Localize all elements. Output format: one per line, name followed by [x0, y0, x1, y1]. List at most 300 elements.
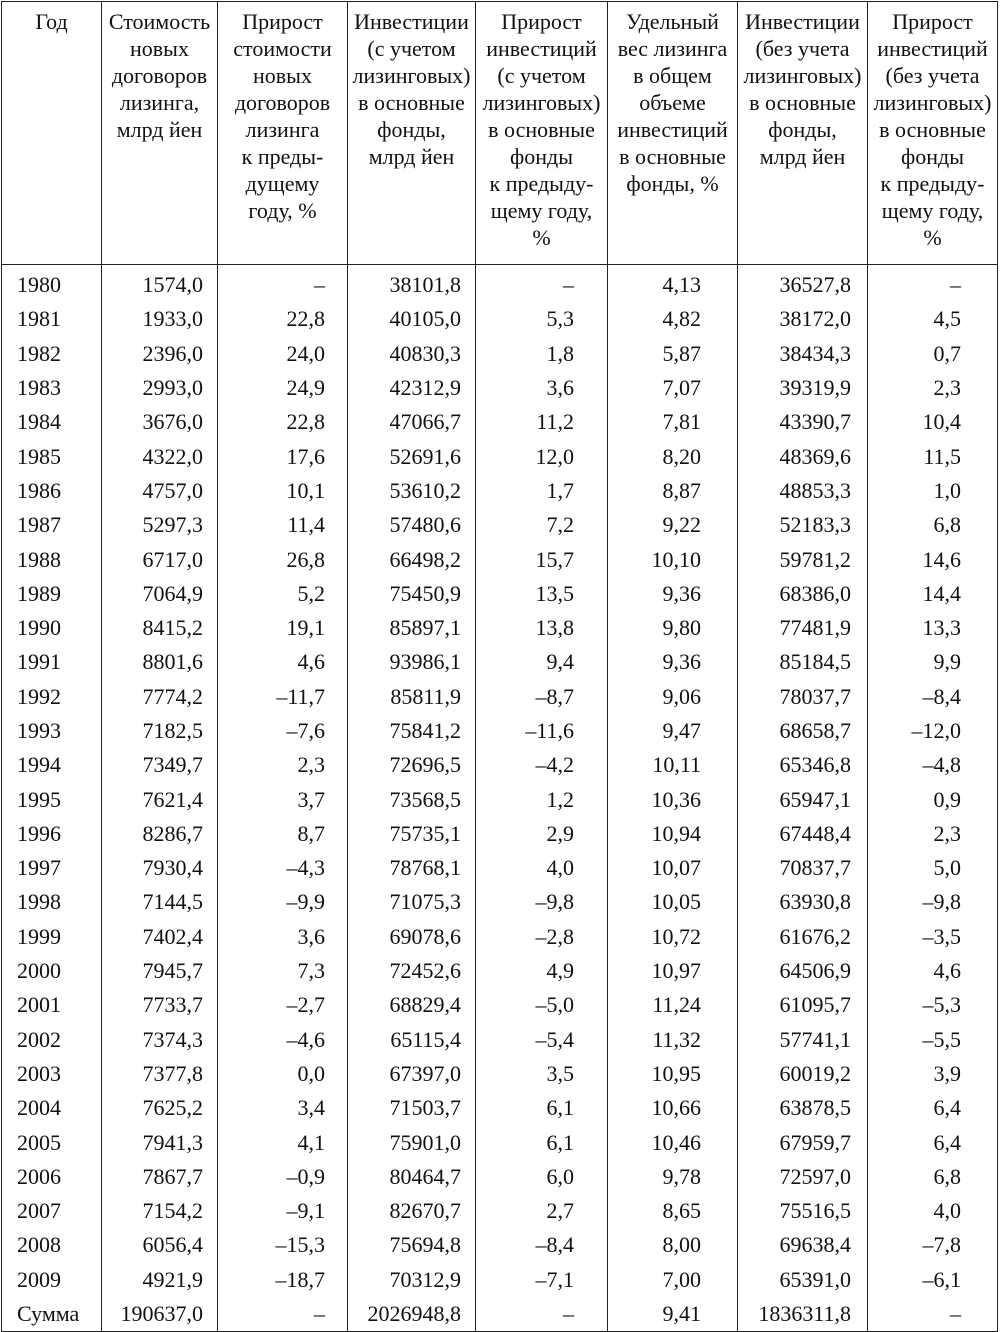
new-contracts-value-cell: 7733,7 — [102, 988, 218, 1022]
leasing-share-cell: 10,97 — [608, 954, 738, 988]
table-row — [2, 337, 998, 371]
table-row — [2, 302, 998, 336]
header-growth-without-leasing-label: Прирост инвестиций (без учета лизинговых) в основные фонды к предыду- щему году, % — [873, 9, 992, 250]
growth-with-leasing-cell: 15,7 — [476, 542, 608, 576]
new-contracts-growth-cell: 22,8 — [218, 302, 348, 336]
year-cell: 1993 — [2, 714, 102, 748]
growth-without-leasing-cell: –7,8 — [868, 1228, 998, 1262]
investments-without-leasing-cell: 36527,8 — [738, 265, 868, 303]
new-contracts-growth-cell: –9,9 — [218, 885, 348, 919]
new-contracts-value-cell: 6717,0 — [102, 542, 218, 576]
table-row — [2, 920, 998, 954]
new-contracts-value-cell: 4322,0 — [102, 439, 218, 473]
new-contracts-growth-cell: 24,9 — [218, 371, 348, 405]
leasing-share-cell: 11,32 — [608, 1023, 738, 1057]
growth-with-leasing-cell: 2,7 — [476, 1194, 608, 1228]
investments-with-leasing-cell: 78768,1 — [348, 851, 476, 885]
investments-without-leasing-cell: 38434,3 — [738, 337, 868, 371]
growth-without-leasing-cell: –5,5 — [868, 1023, 998, 1057]
investments-without-leasing-cell: 85184,5 — [738, 645, 868, 679]
investments-without-leasing-cell: 1836311,8 — [738, 1297, 868, 1332]
year-cell: 1986 — [2, 474, 102, 508]
new-contracts-growth-cell: 3,7 — [218, 782, 348, 816]
new-contracts-value-cell: 2993,0 — [102, 371, 218, 405]
investments-without-leasing-cell: 63930,8 — [738, 885, 868, 919]
new-contracts-value-cell: 7930,4 — [102, 851, 218, 885]
table-row — [2, 439, 998, 473]
new-contracts-growth-cell: –4,6 — [218, 1023, 348, 1057]
table-body — [2, 265, 998, 1332]
new-contracts-value-cell: 5297,3 — [102, 508, 218, 542]
leasing-share-cell: 10,36 — [608, 782, 738, 816]
investments-with-leasing-cell: 57480,6 — [348, 508, 476, 542]
table-row — [2, 474, 998, 508]
table-row — [2, 988, 998, 1022]
investments-with-leasing-cell: 67397,0 — [348, 1057, 476, 1091]
table-row — [2, 645, 998, 679]
investments-without-leasing-cell: 75516,5 — [738, 1194, 868, 1228]
investments-with-leasing-cell: 75450,9 — [348, 577, 476, 611]
leasing-share-cell: 9,06 — [608, 680, 738, 714]
header-year-label: Год — [35, 9, 68, 34]
header-new-contracts-value-label: Стоимость новых договоров лизинга, млрд йен — [108, 9, 211, 142]
growth-without-leasing-cell: 14,6 — [868, 542, 998, 576]
new-contracts-value-cell: 7621,4 — [102, 782, 218, 816]
growth-without-leasing-cell: 4,0 — [868, 1194, 998, 1228]
growth-without-leasing-cell: 0,7 — [868, 337, 998, 371]
year-cell: 2009 — [2, 1263, 102, 1297]
table-row — [2, 1228, 998, 1262]
table-row — [2, 577, 998, 611]
investments-with-leasing-cell: 93986,1 — [348, 645, 476, 679]
new-contracts-growth-cell: 0,0 — [218, 1057, 348, 1091]
year-cell: 1998 — [2, 885, 102, 919]
investments-without-leasing-cell: 60019,2 — [738, 1057, 868, 1091]
table-row — [2, 371, 998, 405]
investments-with-leasing-cell: 82670,7 — [348, 1194, 476, 1228]
table-row — [2, 714, 998, 748]
growth-without-leasing-cell: 4,6 — [868, 954, 998, 988]
header-leasing-share — [608, 2, 738, 265]
growth-with-leasing-cell: 11,2 — [476, 405, 608, 439]
year-cell: 2004 — [2, 1091, 102, 1125]
table-row — [2, 508, 998, 542]
header-growth-with-leasing — [476, 2, 608, 265]
investments-with-leasing-cell: 53610,2 — [348, 474, 476, 508]
leasing-share-cell: 7,07 — [608, 371, 738, 405]
new-contracts-growth-cell: 3,6 — [218, 920, 348, 954]
year-cell: 1982 — [2, 337, 102, 371]
investments-without-leasing-cell: 68658,7 — [738, 714, 868, 748]
header-investments-without-leasing — [738, 2, 868, 265]
new-contracts-growth-cell: 17,6 — [218, 439, 348, 473]
new-contracts-value-cell: 7154,2 — [102, 1194, 218, 1228]
year-cell: Сумма — [2, 1297, 102, 1332]
new-contracts-growth-cell: – — [218, 1297, 348, 1332]
investments-without-leasing-cell: 65947,1 — [738, 782, 868, 816]
year-cell: 2008 — [2, 1228, 102, 1262]
growth-with-leasing-cell: –5,0 — [476, 988, 608, 1022]
year-cell: 1987 — [2, 508, 102, 542]
investments-without-leasing-cell: 65346,8 — [738, 748, 868, 782]
growth-without-leasing-cell: 1,0 — [868, 474, 998, 508]
investments-with-leasing-cell: 65115,4 — [348, 1023, 476, 1057]
investments-with-leasing-cell: 40105,0 — [348, 302, 476, 336]
growth-with-leasing-cell: – — [476, 265, 608, 303]
year-cell: 1994 — [2, 748, 102, 782]
leasing-share-cell: 7,81 — [608, 405, 738, 439]
investments-without-leasing-cell: 61676,2 — [738, 920, 868, 954]
growth-with-leasing-cell: 13,5 — [476, 577, 608, 611]
investments-without-leasing-cell: 70837,7 — [738, 851, 868, 885]
investments-without-leasing-cell: 48369,6 — [738, 439, 868, 473]
investments-without-leasing-cell: 64506,9 — [738, 954, 868, 988]
table-row — [2, 817, 998, 851]
investments-with-leasing-cell: 71503,7 — [348, 1091, 476, 1125]
new-contracts-growth-cell: 4,1 — [218, 1125, 348, 1159]
investments-without-leasing-cell: 67448,4 — [738, 817, 868, 851]
new-contracts-value-cell: 7625,2 — [102, 1091, 218, 1125]
leasing-investment-table-wrapper — [1, 1, 997, 1326]
growth-without-leasing-cell: 2,3 — [868, 371, 998, 405]
growth-with-leasing-cell: 6,0 — [476, 1160, 608, 1194]
new-contracts-value-cell: 7945,7 — [102, 954, 218, 988]
leasing-share-cell: 9,22 — [608, 508, 738, 542]
new-contracts-growth-cell: –0,9 — [218, 1160, 348, 1194]
new-contracts-growth-cell: 19,1 — [218, 611, 348, 645]
leasing-share-cell: 10,05 — [608, 885, 738, 919]
investments-with-leasing-cell: 70312,9 — [348, 1263, 476, 1297]
growth-with-leasing-cell: 13,8 — [476, 611, 608, 645]
table-row — [2, 1125, 998, 1159]
growth-without-leasing-cell: –6,1 — [868, 1263, 998, 1297]
header-leasing-share-label: Удельный вес лизинга в общем объеме инвестиций в основные фонды, % — [617, 9, 728, 196]
growth-with-leasing-cell: 1,8 — [476, 337, 608, 371]
investments-without-leasing-cell: 69638,4 — [738, 1228, 868, 1262]
new-contracts-value-cell: 1574,0 — [102, 265, 218, 303]
table-row — [2, 611, 998, 645]
growth-with-leasing-cell: 7,2 — [476, 508, 608, 542]
new-contracts-value-cell: 7402,4 — [102, 920, 218, 954]
investments-without-leasing-cell: 61095,7 — [738, 988, 868, 1022]
new-contracts-value-cell: 8415,2 — [102, 611, 218, 645]
header-investments-without-leasing-label: Инвестиции (без учета лизинговых) в основные фонды, млрд йен — [743, 9, 862, 169]
new-contracts-value-cell: 7774,2 — [102, 680, 218, 714]
investments-with-leasing-cell: 47066,7 — [348, 405, 476, 439]
year-cell: 2006 — [2, 1160, 102, 1194]
growth-without-leasing-cell: 13,3 — [868, 611, 998, 645]
new-contracts-growth-cell: –2,7 — [218, 988, 348, 1022]
new-contracts-value-cell: 1933,0 — [102, 302, 218, 336]
table-row — [2, 405, 998, 439]
investments-with-leasing-cell: 73568,5 — [348, 782, 476, 816]
new-contracts-growth-cell: –18,7 — [218, 1263, 348, 1297]
growth-without-leasing-cell: –8,4 — [868, 680, 998, 714]
growth-without-leasing-cell: 0,9 — [868, 782, 998, 816]
new-contracts-value-cell: 7144,5 — [102, 885, 218, 919]
table-row — [2, 748, 998, 782]
growth-without-leasing-cell: 6,4 — [868, 1091, 998, 1125]
new-contracts-growth-cell: 5,2 — [218, 577, 348, 611]
new-contracts-growth-cell: 10,1 — [218, 474, 348, 508]
leasing-share-cell: 9,78 — [608, 1160, 738, 1194]
new-contracts-growth-cell: 11,4 — [218, 508, 348, 542]
investments-with-leasing-cell: 2026948,8 — [348, 1297, 476, 1332]
new-contracts-growth-cell: 26,8 — [218, 542, 348, 576]
growth-with-leasing-cell: –4,2 — [476, 748, 608, 782]
new-contracts-value-cell: 3676,0 — [102, 405, 218, 439]
year-cell: 1992 — [2, 680, 102, 714]
investments-with-leasing-cell: 42312,9 — [348, 371, 476, 405]
new-contracts-growth-cell: –11,7 — [218, 680, 348, 714]
growth-with-leasing-cell: –9,8 — [476, 885, 608, 919]
header-year — [2, 2, 102, 265]
investments-without-leasing-cell: 65391,0 — [738, 1263, 868, 1297]
investments-with-leasing-cell: 75841,2 — [348, 714, 476, 748]
growth-with-leasing-cell: 4,9 — [476, 954, 608, 988]
investments-without-leasing-cell: 72597,0 — [738, 1160, 868, 1194]
year-cell: 1989 — [2, 577, 102, 611]
new-contracts-value-cell: 2396,0 — [102, 337, 218, 371]
leasing-share-cell: 10,11 — [608, 748, 738, 782]
new-contracts-growth-cell: 22,8 — [218, 405, 348, 439]
new-contracts-value-cell: 7374,3 — [102, 1023, 218, 1057]
investments-without-leasing-cell: 59781,2 — [738, 542, 868, 576]
leasing-share-cell: 10,72 — [608, 920, 738, 954]
new-contracts-value-cell: 4757,0 — [102, 474, 218, 508]
new-contracts-growth-cell: –9,1 — [218, 1194, 348, 1228]
new-contracts-value-cell: 8801,6 — [102, 645, 218, 679]
investments-with-leasing-cell: 72452,6 — [348, 954, 476, 988]
table-row — [2, 1194, 998, 1228]
new-contracts-value-cell: 8286,7 — [102, 817, 218, 851]
growth-with-leasing-cell: –8,7 — [476, 680, 608, 714]
leasing-share-cell: 7,00 — [608, 1263, 738, 1297]
header-new-contracts-value — [102, 2, 218, 265]
new-contracts-growth-cell: 3,4 — [218, 1091, 348, 1125]
growth-without-leasing-cell: 9,9 — [868, 645, 998, 679]
header-investments-with-leasing-label: Инвестиции (с учетом лизинговых) в основные фонды, млрд йен — [352, 9, 471, 169]
growth-with-leasing-cell: 12,0 — [476, 439, 608, 473]
growth-with-leasing-cell: 1,7 — [476, 474, 608, 508]
table-header — [2, 2, 998, 265]
leasing-share-cell: 4,13 — [608, 265, 738, 303]
growth-with-leasing-cell: –8,4 — [476, 1228, 608, 1262]
investments-without-leasing-cell: 63878,5 — [738, 1091, 868, 1125]
new-contracts-growth-cell: –4,3 — [218, 851, 348, 885]
investments-with-leasing-cell: 80464,7 — [348, 1160, 476, 1194]
year-cell: 1983 — [2, 371, 102, 405]
new-contracts-growth-cell: 2,3 — [218, 748, 348, 782]
investments-with-leasing-cell: 85811,9 — [348, 680, 476, 714]
growth-without-leasing-cell: 5,0 — [868, 851, 998, 885]
new-contracts-value-cell: 4921,9 — [102, 1263, 218, 1297]
new-contracts-growth-cell: – — [218, 265, 348, 303]
header-new-contracts-growth-label: Прирост стоимости новых договоров лизинга к преды- дущему году, % — [233, 9, 332, 223]
growth-without-leasing-cell: 4,5 — [868, 302, 998, 336]
table-row — [2, 1057, 998, 1091]
growth-with-leasing-cell: 3,5 — [476, 1057, 608, 1091]
leasing-share-cell: 10,07 — [608, 851, 738, 885]
table-row — [2, 680, 998, 714]
table-row — [2, 1160, 998, 1194]
new-contracts-growth-cell: 24,0 — [218, 337, 348, 371]
growth-with-leasing-cell: 5,3 — [476, 302, 608, 336]
growth-with-leasing-cell: – — [476, 1297, 608, 1332]
investments-without-leasing-cell: 77481,9 — [738, 611, 868, 645]
table-row — [2, 782, 998, 816]
leasing-share-cell: 10,95 — [608, 1057, 738, 1091]
header-growth-without-leasing — [868, 2, 998, 265]
investments-with-leasing-cell: 66498,2 — [348, 542, 476, 576]
new-contracts-growth-cell: 4,6 — [218, 645, 348, 679]
leasing-share-cell: 9,80 — [608, 611, 738, 645]
growth-without-leasing-cell: –4,8 — [868, 748, 998, 782]
new-contracts-value-cell: 7867,7 — [102, 1160, 218, 1194]
investments-with-leasing-cell: 69078,6 — [348, 920, 476, 954]
investments-without-leasing-cell: 68386,0 — [738, 577, 868, 611]
growth-without-leasing-cell: – — [868, 265, 998, 303]
growth-without-leasing-cell: 11,5 — [868, 439, 998, 473]
table-row — [2, 1091, 998, 1125]
leasing-share-cell: 10,94 — [608, 817, 738, 851]
growth-with-leasing-cell: –11,6 — [476, 714, 608, 748]
investments-without-leasing-cell: 78037,7 — [738, 680, 868, 714]
year-cell: 1995 — [2, 782, 102, 816]
investments-with-leasing-cell: 40830,3 — [348, 337, 476, 371]
growth-with-leasing-cell: 2,9 — [476, 817, 608, 851]
growth-with-leasing-cell: –5,4 — [476, 1023, 608, 1057]
investments-without-leasing-cell: 43390,7 — [738, 405, 868, 439]
growth-with-leasing-cell: 9,4 — [476, 645, 608, 679]
year-cell: 1991 — [2, 645, 102, 679]
table-row — [2, 1263, 998, 1297]
leasing-share-cell: 8,87 — [608, 474, 738, 508]
year-cell: 2001 — [2, 988, 102, 1022]
year-cell: 2003 — [2, 1057, 102, 1091]
growth-without-leasing-cell: 3,9 — [868, 1057, 998, 1091]
year-cell: 2002 — [2, 1023, 102, 1057]
leasing-share-cell: 10,46 — [608, 1125, 738, 1159]
growth-without-leasing-cell: 6,8 — [868, 1160, 998, 1194]
investments-with-leasing-cell: 38101,8 — [348, 265, 476, 303]
header-new-contracts-growth — [218, 2, 348, 265]
total-row — [2, 1297, 998, 1332]
growth-with-leasing-cell: –2,8 — [476, 920, 608, 954]
leasing-share-cell: 11,24 — [608, 988, 738, 1022]
investments-with-leasing-cell: 75735,1 — [348, 817, 476, 851]
table-row — [2, 1023, 998, 1057]
investments-with-leasing-cell: 71075,3 — [348, 885, 476, 919]
growth-with-leasing-cell: 3,6 — [476, 371, 608, 405]
leasing-investment-table — [1, 1, 998, 1332]
year-cell: 2000 — [2, 954, 102, 988]
year-cell: 1996 — [2, 817, 102, 851]
new-contracts-value-cell: 7377,8 — [102, 1057, 218, 1091]
new-contracts-value-cell: 7941,3 — [102, 1125, 218, 1159]
table-row — [2, 851, 998, 885]
growth-without-leasing-cell: 14,4 — [868, 577, 998, 611]
growth-without-leasing-cell: 6,4 — [868, 1125, 998, 1159]
year-cell: 1990 — [2, 611, 102, 645]
leasing-share-cell: 9,36 — [608, 645, 738, 679]
investments-with-leasing-cell: 75694,8 — [348, 1228, 476, 1262]
table-row — [2, 885, 998, 919]
growth-without-leasing-cell: 10,4 — [868, 405, 998, 439]
new-contracts-growth-cell: 8,7 — [218, 817, 348, 851]
leasing-share-cell: 8,00 — [608, 1228, 738, 1262]
growth-without-leasing-cell: –12,0 — [868, 714, 998, 748]
new-contracts-value-cell: 190637,0 — [102, 1297, 218, 1332]
year-cell: 1997 — [2, 851, 102, 885]
table-row — [2, 954, 998, 988]
year-cell: 1981 — [2, 302, 102, 336]
leasing-share-cell: 5,87 — [608, 337, 738, 371]
investments-with-leasing-cell: 75901,0 — [348, 1125, 476, 1159]
year-cell: 1980 — [2, 265, 102, 303]
investments-without-leasing-cell: 52183,3 — [738, 508, 868, 542]
growth-with-leasing-cell: 4,0 — [476, 851, 608, 885]
investments-without-leasing-cell: 67959,7 — [738, 1125, 868, 1159]
growth-without-leasing-cell: 2,3 — [868, 817, 998, 851]
investments-without-leasing-cell: 48853,3 — [738, 474, 868, 508]
new-contracts-growth-cell: 7,3 — [218, 954, 348, 988]
table-row — [2, 542, 998, 576]
table-row — [2, 265, 998, 303]
leasing-share-cell: 8,65 — [608, 1194, 738, 1228]
leasing-share-cell: 9,36 — [608, 577, 738, 611]
investments-without-leasing-cell: 39319,9 — [738, 371, 868, 405]
leasing-share-cell: 4,82 — [608, 302, 738, 336]
year-cell: 1984 — [2, 405, 102, 439]
leasing-share-cell: 10,66 — [608, 1091, 738, 1125]
investments-with-leasing-cell: 52691,6 — [348, 439, 476, 473]
leasing-share-cell: 9,47 — [608, 714, 738, 748]
new-contracts-value-cell: 7182,5 — [102, 714, 218, 748]
growth-with-leasing-cell: 6,1 — [476, 1091, 608, 1125]
growth-without-leasing-cell: –5,3 — [868, 988, 998, 1022]
growth-with-leasing-cell: –7,1 — [476, 1263, 608, 1297]
investments-without-leasing-cell: 57741,1 — [738, 1023, 868, 1057]
growth-with-leasing-cell: 6,1 — [476, 1125, 608, 1159]
growth-without-leasing-cell: – — [868, 1297, 998, 1332]
year-cell: 1988 — [2, 542, 102, 576]
investments-with-leasing-cell: 68829,4 — [348, 988, 476, 1022]
year-cell: 2007 — [2, 1194, 102, 1228]
new-contracts-value-cell: 6056,4 — [102, 1228, 218, 1262]
new-contracts-value-cell: 7349,7 — [102, 748, 218, 782]
growth-without-leasing-cell: –3,5 — [868, 920, 998, 954]
investments-with-leasing-cell: 85897,1 — [348, 611, 476, 645]
header-row — [2, 2, 998, 265]
leasing-share-cell: 8,20 — [608, 439, 738, 473]
year-cell: 1985 — [2, 439, 102, 473]
new-contracts-growth-cell: –7,6 — [218, 714, 348, 748]
leasing-share-cell: 9,41 — [608, 1297, 738, 1332]
new-contracts-value-cell: 7064,9 — [102, 577, 218, 611]
growth-with-leasing-cell: 1,2 — [476, 782, 608, 816]
header-growth-with-leasing-label: Прирост инвестиций (с учетом лизинговых) в основные фонды к предыду- щему году, % — [482, 9, 601, 250]
investments-without-leasing-cell: 38172,0 — [738, 302, 868, 336]
new-contracts-growth-cell: –15,3 — [218, 1228, 348, 1262]
growth-without-leasing-cell: 6,8 — [868, 508, 998, 542]
year-cell: 2005 — [2, 1125, 102, 1159]
header-investments-with-leasing — [348, 2, 476, 265]
investments-with-leasing-cell: 72696,5 — [348, 748, 476, 782]
year-cell: 1999 — [2, 920, 102, 954]
growth-without-leasing-cell: –9,8 — [868, 885, 998, 919]
leasing-share-cell: 10,10 — [608, 542, 738, 576]
